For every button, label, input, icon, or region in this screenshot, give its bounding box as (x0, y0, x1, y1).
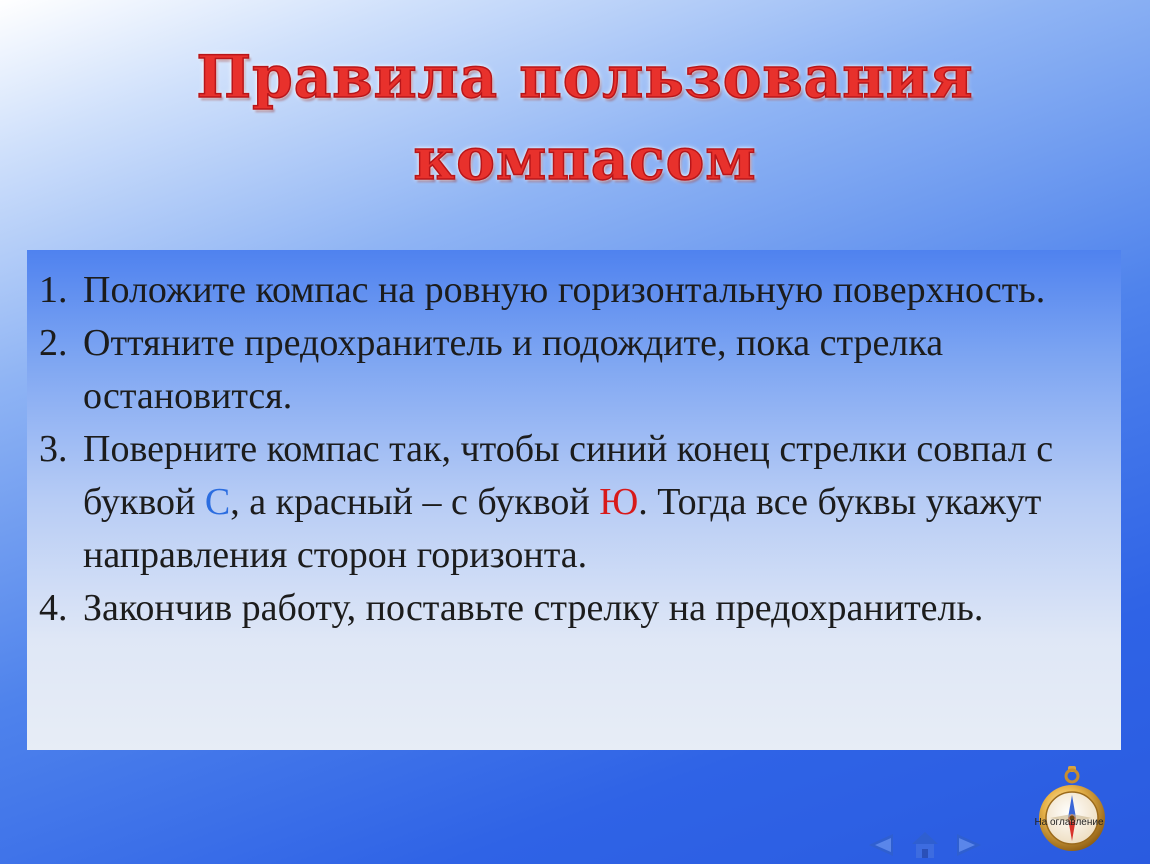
rule-text: Закончив работу, поставьте стрелку на предохранитель. (83, 587, 984, 629)
rules-panel (27, 250, 1121, 750)
home-icon (910, 830, 940, 860)
rule-number: 2. (39, 322, 68, 364)
home-button[interactable] (910, 830, 940, 864)
rules-list (39, 264, 1111, 635)
rule-number: 1. (39, 269, 68, 311)
rule-item (39, 423, 1111, 582)
rule-text-part: Поверните компас так, чтобы синий конец стрелки совпал с буквой (83, 428, 1054, 523)
letter-south: Ю (599, 481, 639, 523)
compass-icon (1030, 762, 1114, 854)
rule-item (39, 264, 1111, 317)
rule-text-part: , а красный – с буквой (230, 481, 600, 523)
rule-number: 3. (39, 428, 68, 470)
arrow-right-icon (955, 832, 983, 858)
prev-slide-button[interactable] (867, 832, 895, 863)
rule-number: 4. (39, 587, 68, 629)
rule-text: Положите компас на ровную горизонтальную поверхность. (83, 269, 1046, 311)
rule-text (83, 423, 1111, 582)
rule-text-part: . Тогда все буквы укажут направления сторон горизонта. (83, 481, 1042, 576)
letter-north: С (204, 481, 231, 523)
rule-item (39, 317, 1111, 423)
arrow-left-icon (867, 832, 895, 858)
toc-button[interactable] (1030, 762, 1114, 854)
title-line-2: компасом (413, 125, 757, 193)
title-line-1: Правила пользования (196, 43, 974, 111)
rule-text: Оттяните предохранитель и подождите, пока стрелка остановится. (83, 322, 944, 417)
rule-item (39, 582, 1111, 635)
next-slide-button[interactable] (955, 832, 983, 863)
page-title (0, 36, 1150, 200)
toc-label[interactable]: На оглавление (1034, 817, 1104, 828)
